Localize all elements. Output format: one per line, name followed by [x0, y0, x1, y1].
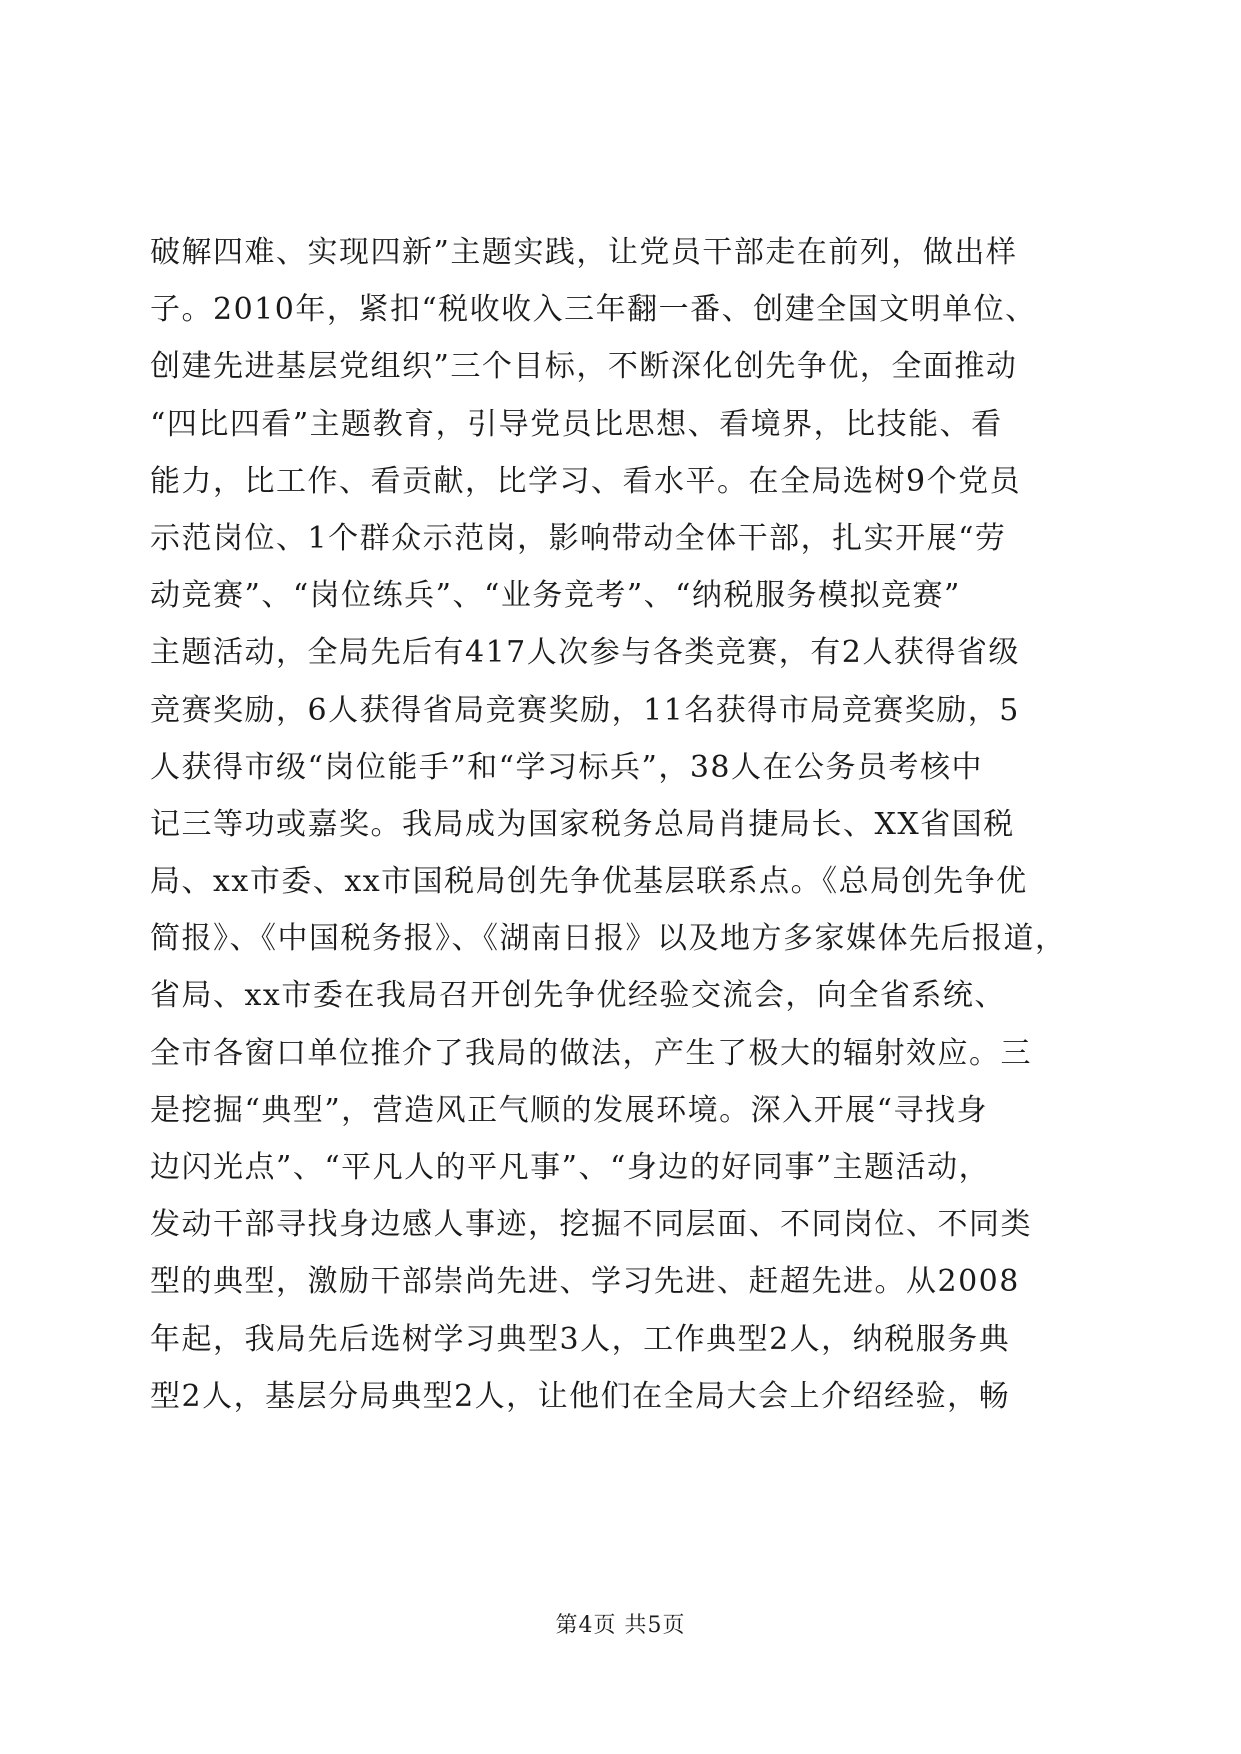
text-line-10: 人获得市级“岗位能手”和“学习标兵”，38人在公务员考核中: [150, 749, 984, 785]
body-text: [150, 224, 1090, 1425]
text-line-2: 子。2010年，紧扣“税收收入三年翻一番、创建全国文明单位、: [150, 292, 1037, 328]
text-line-15: 全市各窗口单位推介了我局的做法，产生了极大的辐射效应。三: [150, 1035, 1032, 1071]
text-line-1: 破解四难、实现四新”主题实践，让党员干部走在前列，做出样: [150, 235, 1018, 270]
text-line-4: “四比四看”主题教育，引导党员比思想、看境界，比技能、看: [150, 406, 1003, 442]
text-line-12: 局、xx市委、xx市国税局创先争优基层联系点。《总局创先争优: [150, 864, 1028, 900]
text-line-16: 是挖掘“典型”，营造风正气顺的发展环境。深入开展“寻找身: [150, 1092, 989, 1128]
text-line-6: 示范岗位、1个群众示范岗，影响带动全体干部，扎实开展“劳: [150, 520, 1007, 556]
text-line-20: 年起，我局先后选树学习典型3人，工作典型2人，纳税服务典: [150, 1321, 1011, 1357]
page-number-footer: 第4页 共5页: [555, 1613, 686, 1638]
text-line-7: 动竞赛”、“岗位练兵”、“业务竞考”、“纳税服务模拟竞赛”: [150, 578, 961, 614]
text-line-11: 记三等功或嘉奖。我局成为国家税务总局肖捷局长、XX省国税: [150, 806, 1015, 842]
text-line-3: 创建先进基层党组织”三个目标，不断深化创先争优，全面推动: [150, 349, 1018, 385]
text-line-14: 省局、xx市委在我局召开创先争优经验交流会，向全省系统、: [150, 978, 1006, 1014]
text-line-13: 简报》、《中国税务报》、《湖南日报》以及地方多家媒体先后报道，: [150, 921, 1067, 957]
text-line-21: 型2人，基层分局典型2人，让他们在全局大会上介绍经验，畅: [150, 1378, 1011, 1414]
text-line-17: 边闪光点”、“平凡人的平凡事”、“身边的好同事”主题活动，: [150, 1150, 991, 1185]
text-line-5: 能力，比工作、看贡献，比学习、看水平。在全局选树9个党员: [150, 463, 1022, 499]
text-line-19: 型的典型，激励干部崇尚先进、学习先进、赶超先进。从2008: [150, 1264, 1020, 1300]
text-line-9: 竞赛奖励，6人获得省局竞赛奖励，11名获得市局竞赛奖励，5: [150, 692, 1020, 728]
text-line-18: 发动干部寻找身边感人事迹，挖掘不同层面、不同岗位、不同类: [150, 1207, 1032, 1243]
text-line-8: 主题活动，全局先后有417人次参与各类竞赛，有2人获得省级: [150, 635, 1020, 671]
